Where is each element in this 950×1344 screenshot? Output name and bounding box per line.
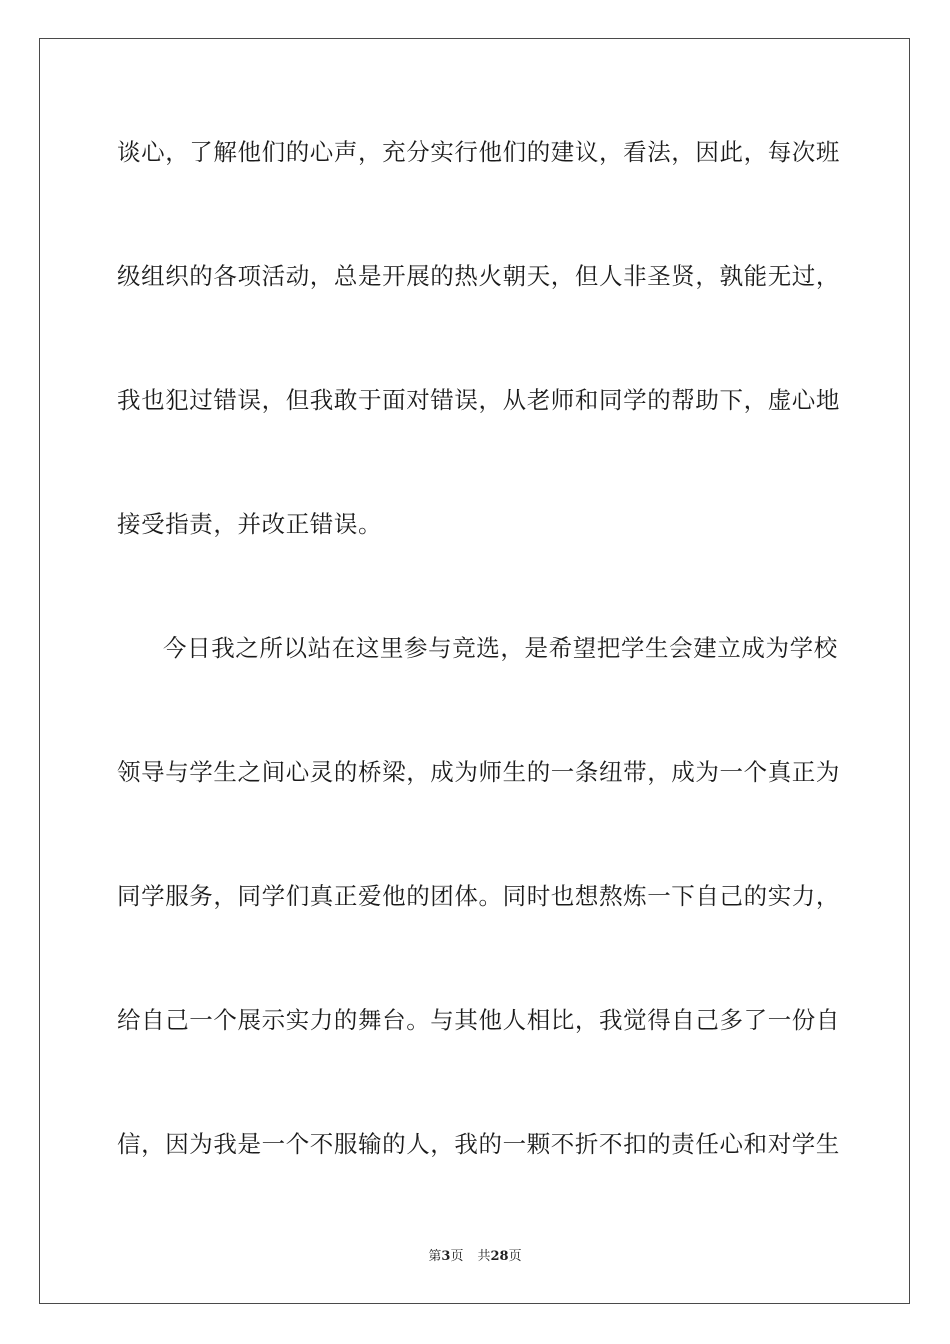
page-prefix: 第 (428, 1249, 442, 1264)
body-text-line-2: 级组织的各项活动，总是开展的热火朝天，但人非圣贤，孰能无过， (117, 262, 840, 290)
total-suffix: 页 (508, 1249, 522, 1264)
page-number: 3 (441, 1249, 451, 1264)
body-text-line-9: 信，因为我是一个不服输的人，我的一颗不折不扣的责任心和对学生 (117, 1130, 840, 1158)
total-pages: 28 (490, 1249, 509, 1264)
body-text-line-8: 给自己一个展示实力的舞台。与其他人相比，我觉得自己多了一份自 (117, 1006, 840, 1034)
body-text-line-1: 谈心，了解他们的心声，充分实行他们的建议，看法，因此，每次班 (117, 138, 840, 166)
page-footer (0, 1248, 950, 1266)
page-suffix: 页 (450, 1249, 464, 1264)
body-text-line-6: 领导与学生之间心灵的桥梁，成为师生的一条纽带，成为一个真正为 (117, 758, 840, 786)
body-text-line-7: 同学服务，同学们真正爱他的团体。同时也想熬炼一下自己的实力， (117, 882, 840, 910)
page-border (39, 38, 910, 1304)
total-pages-indicator (477, 1249, 521, 1264)
total-prefix: 共 (477, 1249, 491, 1264)
body-text-line-3: 我也犯过错误，但我敢于面对错误，从老师和同学的帮助下，虚心地 (117, 386, 840, 414)
page-indicator (428, 1249, 463, 1264)
body-text-line-4: 接受指责，并改正错误。 (117, 510, 383, 538)
body-text-line-5: 今日我之所以站在这里参与竞选，是希望把学生会建立成为学校 (163, 634, 838, 662)
